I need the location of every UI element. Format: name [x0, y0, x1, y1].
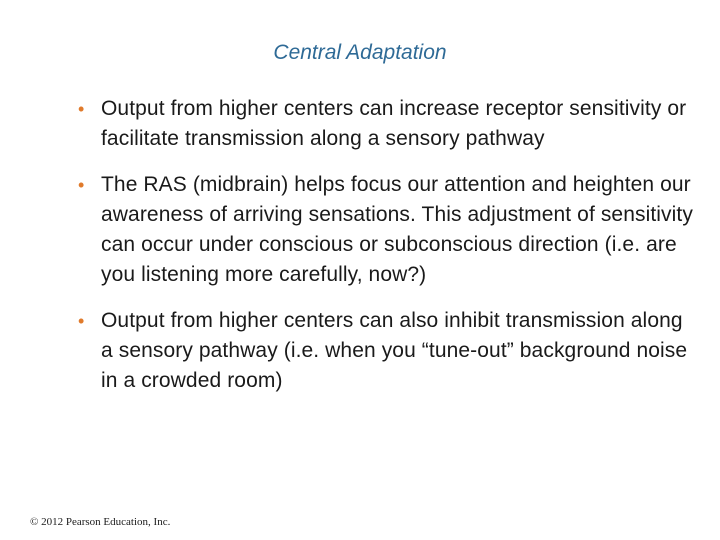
copyright-notice: © 2012 Pearson Education, Inc. — [30, 516, 171, 528]
bullet-text: The RAS (midbrain) helps focus our attention and heighten our awareness of arriving sensations. This adjustment of sensitivity can occur under conscious or subconscious direction (i.e. are you listening more carefully, now?) — [101, 173, 693, 286]
bullet-item — [76, 306, 696, 396]
bullet-icon: • — [78, 175, 85, 195]
bullet-icon: • — [78, 99, 85, 119]
bullet-item — [76, 170, 696, 290]
bullet-text: Output from higher centers can also inhibit transmission along a sensory pathway (i.e. when you “tune-out” background noise in a crowded room) — [101, 309, 688, 392]
bullet-item — [76, 94, 696, 154]
bullet-text: Output from higher centers can increase receptor sensitivity or facilitate transmission along a sensory pathway — [101, 97, 687, 150]
slide-title: Central Adaptation — [273, 41, 447, 64]
bullet-icon: • — [78, 311, 85, 331]
bullet-list — [76, 94, 696, 396]
